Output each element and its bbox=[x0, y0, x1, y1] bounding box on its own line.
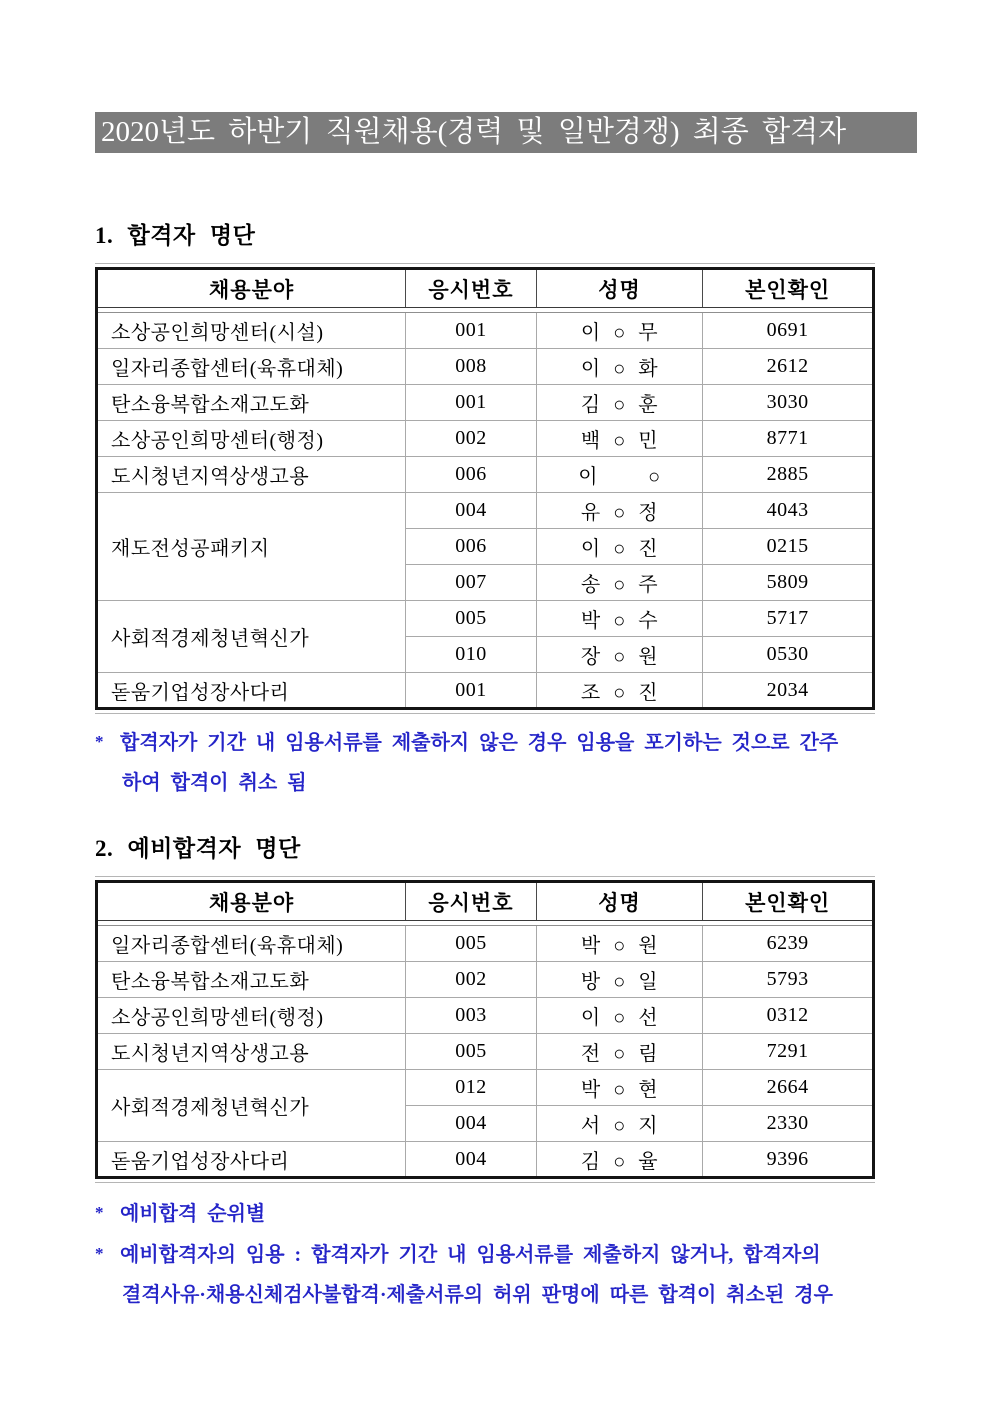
asterisk-marker: * bbox=[95, 732, 104, 751]
cell-value: 004 bbox=[406, 1142, 537, 1178]
note-text: 합격자가 기간 내 임용서류를 제출하지 않은 경우 임용을 포기하는 것으로 간주 bbox=[120, 732, 839, 754]
section2-heading: 2. 예비합격자 명단 bbox=[95, 836, 301, 861]
cell-field: 일자리종합센터(육휴대체) bbox=[97, 926, 406, 962]
cell-value: 007 bbox=[406, 565, 537, 601]
table-row bbox=[97, 493, 874, 529]
cell-field: 소상공인희망센터(행정) bbox=[97, 421, 406, 457]
table-row bbox=[97, 962, 874, 998]
cell-name: 이 ○ bbox=[536, 457, 703, 493]
cell-name: 백 ○ 민 bbox=[536, 421, 703, 457]
waitlist-table-wrap bbox=[95, 876, 875, 1183]
cell-name: 박 ○ 원 bbox=[536, 926, 703, 962]
cell-field: 도시청년지역상생고용 bbox=[97, 1034, 406, 1070]
cell-name: 박 ○ 현 bbox=[536, 1070, 703, 1106]
cell-value: 008 bbox=[406, 349, 537, 385]
cell-field: 도시청년지역상생고용 bbox=[97, 457, 406, 493]
cell-value: 9396 bbox=[703, 1142, 874, 1178]
table-row bbox=[97, 601, 874, 637]
note-text: 예비합격 순위별 bbox=[120, 1203, 266, 1225]
cell-field: 돋움기업성장사다리 bbox=[97, 1142, 406, 1178]
cell-field: 소상공인희망센터(시설) bbox=[97, 313, 406, 349]
table-row bbox=[97, 385, 874, 421]
cell-name: 유 ○ 정 bbox=[536, 493, 703, 529]
cell-field: 소상공인희망센터(행정) bbox=[97, 998, 406, 1034]
table-row bbox=[97, 998, 874, 1034]
cell-field: 재도전성공패키지 bbox=[97, 493, 406, 601]
cell-value: 0215 bbox=[703, 529, 874, 565]
cell-name: 송 ○ 주 bbox=[536, 565, 703, 601]
cell-value: 5809 bbox=[703, 565, 874, 601]
cell-value: 0530 bbox=[703, 637, 874, 673]
cell-value: 5793 bbox=[703, 962, 874, 998]
note-text: 결격사유·채용신체검사불합격·제출서류의 허위 판명에 따른 합격이 취소된 경우 bbox=[122, 1284, 833, 1306]
cell-name: 서 ○ 지 bbox=[536, 1106, 703, 1142]
cell-value: 001 bbox=[406, 385, 537, 421]
cell-value: 005 bbox=[406, 601, 537, 637]
cell-field: 사회적경제청년혁신가 bbox=[97, 1070, 406, 1142]
cell-value: 002 bbox=[406, 962, 537, 998]
cell-value: 006 bbox=[406, 457, 537, 493]
cell-value: 2664 bbox=[703, 1070, 874, 1106]
cell-value: 6239 bbox=[703, 926, 874, 962]
cell-name: 이 ○ 선 bbox=[536, 998, 703, 1034]
cell-value: 0312 bbox=[703, 998, 874, 1034]
column-header-0: 채용분야 bbox=[97, 882, 406, 921]
section1-heading: 1. 합격자 명단 bbox=[95, 223, 256, 248]
cell-name: 전 ○ 림 bbox=[536, 1034, 703, 1070]
cell-value: 004 bbox=[406, 493, 537, 529]
cell-value: 006 bbox=[406, 529, 537, 565]
note-text: 하여 합격이 취소 됨 bbox=[122, 772, 307, 794]
note-line bbox=[95, 1193, 917, 1234]
note-text: 예비합격자의 임용 : 합격자가 기간 내 임용서류를 제출하지 않거나, 합격자의 bbox=[120, 1244, 821, 1266]
cell-field: 탄소융복합소재고도화 bbox=[97, 385, 406, 421]
table-row bbox=[97, 1034, 874, 1070]
note-continuation-line bbox=[95, 1275, 917, 1315]
note-line bbox=[95, 722, 917, 763]
pass-list-table bbox=[95, 267, 875, 710]
cell-value: 2034 bbox=[703, 673, 874, 709]
table-row bbox=[97, 1142, 874, 1178]
cell-value: 8771 bbox=[703, 421, 874, 457]
column-header-1: 응시번호 bbox=[406, 882, 537, 921]
cell-name: 김 ○ 훈 bbox=[536, 385, 703, 421]
cell-name: 이 ○ 진 bbox=[536, 529, 703, 565]
cell-value: 005 bbox=[406, 926, 537, 962]
waitlist-table bbox=[95, 880, 875, 1179]
column-header-3: 본인확인 bbox=[703, 269, 874, 308]
table-row bbox=[97, 313, 874, 349]
table-row bbox=[97, 421, 874, 457]
cell-field: 돋움기업성장사다리 bbox=[97, 673, 406, 709]
cell-value: 2612 bbox=[703, 349, 874, 385]
document-title-banner: 2020년도 하반기 직원채용(경력 및 일반경쟁) 최종 합격자 bbox=[95, 112, 917, 153]
cell-name: 박 ○ 수 bbox=[536, 601, 703, 637]
table-row bbox=[97, 673, 874, 709]
asterisk-marker: * bbox=[95, 1203, 104, 1222]
column-header-2: 성명 bbox=[536, 882, 703, 921]
cell-name: 방 ○ 일 bbox=[536, 962, 703, 998]
cell-value: 2330 bbox=[703, 1106, 874, 1142]
column-header-1: 응시번호 bbox=[406, 269, 537, 308]
cell-value: 7291 bbox=[703, 1034, 874, 1070]
column-header-2: 성명 bbox=[536, 269, 703, 308]
cell-value: 4043 bbox=[703, 493, 874, 529]
cell-name: 이 ○ 무 bbox=[536, 313, 703, 349]
table-row bbox=[97, 1070, 874, 1106]
cell-name: 이 ○ 화 bbox=[536, 349, 703, 385]
cell-value: 003 bbox=[406, 998, 537, 1034]
cell-value: 002 bbox=[406, 421, 537, 457]
pass-list-table-wrap bbox=[95, 263, 875, 714]
cell-field: 사회적경제청년혁신가 bbox=[97, 601, 406, 673]
cell-name: 조 ○ 진 bbox=[536, 673, 703, 709]
cell-value: 0691 bbox=[703, 313, 874, 349]
table-row bbox=[97, 457, 874, 493]
cell-value: 3030 bbox=[703, 385, 874, 421]
column-header-3: 본인확인 bbox=[703, 882, 874, 921]
note-line bbox=[95, 1234, 917, 1275]
cell-value: 004 bbox=[406, 1106, 537, 1142]
cell-value: 010 bbox=[406, 637, 537, 673]
table-row bbox=[97, 926, 874, 962]
table-row bbox=[97, 349, 874, 385]
cell-value: 001 bbox=[406, 313, 537, 349]
waitlist-header-row bbox=[97, 882, 874, 921]
cell-field: 탄소융복합소재고도화 bbox=[97, 962, 406, 998]
cell-name: 김 ○ 율 bbox=[536, 1142, 703, 1178]
cell-value: 012 bbox=[406, 1070, 537, 1106]
asterisk-marker: * bbox=[95, 1244, 104, 1263]
cell-value: 001 bbox=[406, 673, 537, 709]
pass-list-header-row bbox=[97, 269, 874, 308]
section1-notes bbox=[95, 722, 917, 803]
cell-field: 일자리종합센터(육휴대체) bbox=[97, 349, 406, 385]
note-continuation-line bbox=[95, 763, 917, 803]
column-header-0: 채용분야 bbox=[97, 269, 406, 308]
section2-notes bbox=[95, 1193, 917, 1315]
cell-value: 005 bbox=[406, 1034, 537, 1070]
cell-value: 2885 bbox=[703, 457, 874, 493]
cell-name: 장 ○ 원 bbox=[536, 637, 703, 673]
cell-value: 5717 bbox=[703, 601, 874, 637]
